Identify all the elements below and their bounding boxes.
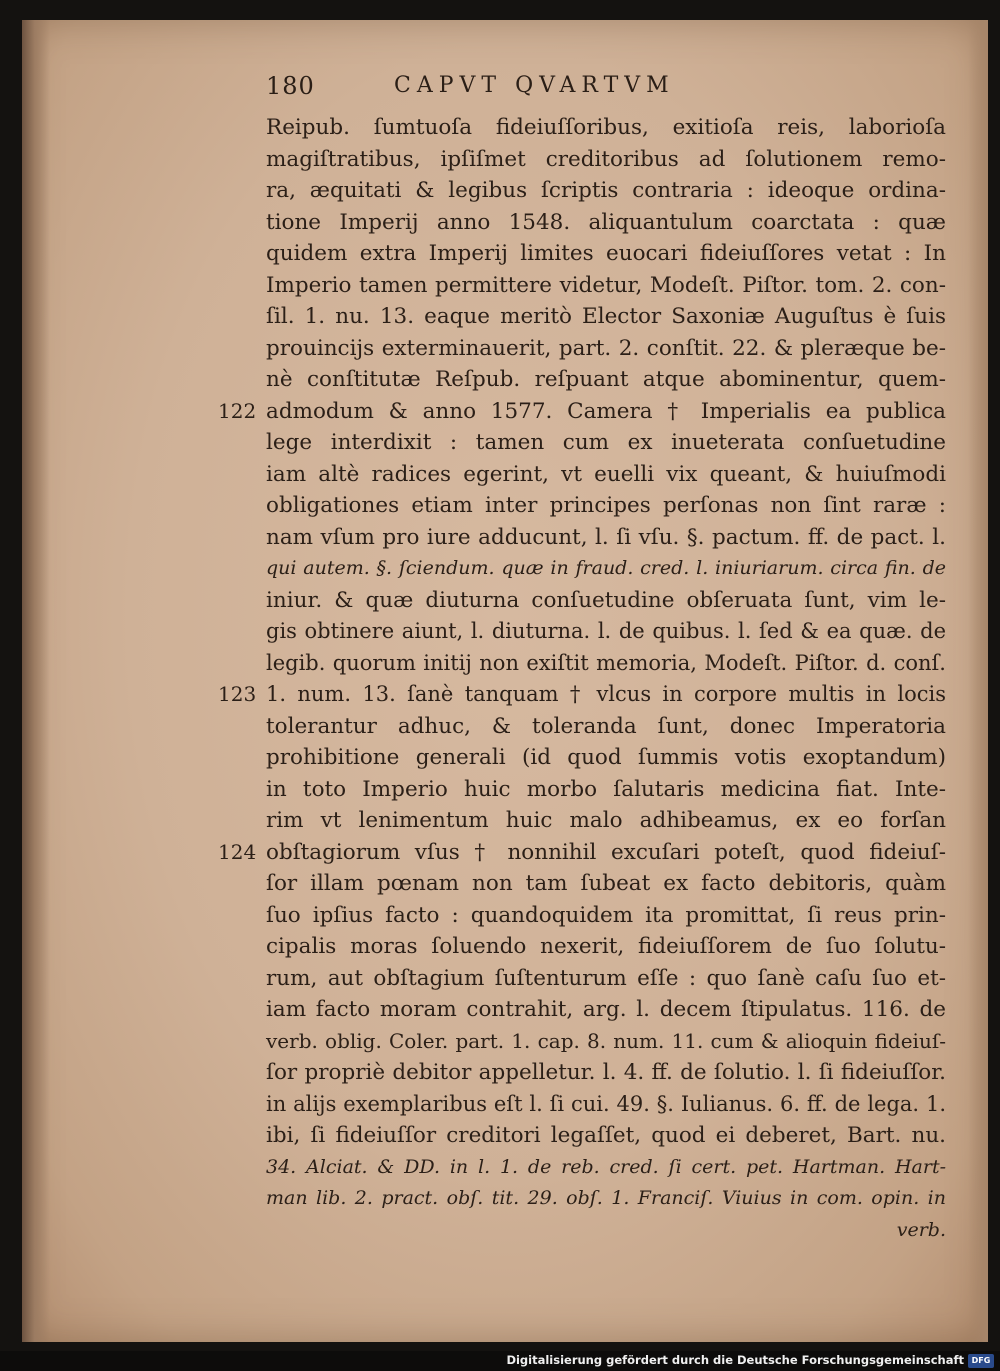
text-line: 34. Alciat. & DD. in l. 1. de reb. cred. ſi cert. pet. Hartman. Hart-	[266, 1155, 946, 1178]
text-line: ſor propriè debitor appelletur. l. 4. ff. de ſolutio. l. ſi fideiuſſor.	[266, 1060, 946, 1085]
text-line: 1. num. 13. ſanè tanquam † vlcus in corpore multis in locis	[266, 682, 946, 706]
footer-bar	[0, 1351, 1000, 1371]
text-line-with-margin-number	[218, 679, 946, 711]
text-line: iam facto moram contrahit, arg. l. decem ſtipulatus. 116. de	[266, 997, 946, 1022]
text-line: Reipub. ſumtuoſa fideiuſſoribus, exitioſa reis, laborioſa	[266, 115, 946, 140]
text-line: in toto Imperio huic morbo ſalutaris medicina fiat. Inte-	[266, 776, 946, 802]
text-line: cipalis moras ſoluendo nexerit, fideiuſſorem de ſuo ſolutu-	[266, 934, 946, 959]
funding-credit: Digitalisierung gefördert durch die Deutsche Forschungsgemeinschaft	[506, 1353, 964, 1367]
dfg-logo: DFG	[968, 1354, 994, 1368]
text-line: tione Imperij anno 1548. aliquantulum coarctata : quæ	[266, 209, 946, 235]
page-gutter-shadow	[22, 20, 50, 1342]
text-line: Imperio tamen permittere videtur, Modeſt. Piſtor. tom. 2. con-	[266, 272, 946, 298]
text-line: admodum & anno 1577. Camera † Imperialis ea publica	[266, 398, 946, 424]
text-line: tolerantur adhuc, & toleranda ſunt, donec Imperatoria	[266, 713, 946, 739]
margin-number: 123	[218, 682, 257, 706]
text-line: ſor illam pœnam non tam ſubeat ex facto debitoris, quàm	[266, 871, 946, 896]
text-line: legib. quorum initij non exiſtit memoria, Modeſt. Piſtor. d. conſ.	[266, 650, 946, 675]
text-line: ſuo ipſius facto : quandoquidem ita promittat, ſi reus prin-	[266, 902, 946, 928]
catchword: verb.	[896, 1218, 946, 1241]
margin-number: 122	[218, 398, 257, 423]
margin-number: 124	[218, 839, 257, 864]
text-line: prohibitione generali (id quod ſummis votis exoptandum)	[266, 745, 946, 770]
text-line: in alijs exemplaribus eſt l. ſi cui. 49. §. Iulianus. 6. ff. de lega. 1.	[266, 1091, 946, 1116]
text-line-with-margin-number	[218, 396, 946, 428]
text-line: ibi, ſi fideiuſſor creditori legaſſet, quod ei deberet, Bart. nu.	[266, 1123, 946, 1148]
text-line: man lib. 2. pract. obſ. tit. 29. obſ. 1. Franciſ. Viuius in com. opin. in	[266, 1187, 946, 1209]
text-line: iam altè radices egerint, vt euelli vix queant, & huiuſmodi	[266, 461, 946, 487]
body-text	[218, 112, 946, 1246]
text-line: nè conſtitutæ Reſpub. reſpuant atque abominentur, quem-	[266, 367, 946, 392]
text-line: rum, aut obſtagium ſuſtenturum eſſe : quo ſanè caſu ſuo et-	[266, 965, 946, 991]
running-head	[266, 72, 766, 106]
text-line: ſil. 1. nu. 13. eaque meritò Elector Saxoniæ Auguſtus è ſuis	[266, 304, 946, 329]
text-line: prouincijs exterminauerit, part. 2. conſtit. 22. & pleræque be-	[266, 335, 946, 361]
text-line: magiſtratibus, ipſiſmet creditoribus ad ſolutionem remo-	[266, 146, 946, 172]
text-line-with-margin-number	[218, 837, 946, 869]
text-line: ra, æquitati & legibus ſcriptis contraria : ideoque ordina-	[266, 178, 946, 203]
text-line: obſtagiorum vſus † nonnihil excuſari poteſt, quod fideiuſ-	[266, 839, 946, 865]
text-line: iniur. & quæ diuturna conſuetudine obſeruata ſunt, vim le-	[266, 587, 946, 613]
page-edge-shadow	[968, 20, 988, 1342]
text-line: quidem extra Imperij limites euocari fideiuſſores vetat : In	[266, 241, 946, 266]
text-line: nam vſum pro iure adducunt, l. ſi vſu. §. pactum. ff. de pact. l.	[266, 524, 946, 550]
page-number: 180	[266, 72, 315, 100]
text-line: qui autem. §. ſciendum. quæ in fraud. cred. l. iniuriarum. circa fin. de	[266, 557, 946, 579]
text-line: rim vt lenimentum huic malo adhibeamus, ex eo forſan	[266, 808, 946, 833]
text-line: gis obtinere aiunt, l. diuturna. l. de quibus. l. ſed & ea quæ. de	[266, 619, 946, 643]
text-line: lege interdixit : tamen cum ex inueterata conſuetudine	[266, 430, 946, 455]
chapter-title: CAPVT QVARTVM	[394, 73, 675, 98]
text-line: verb. oblig. Coler. part. 1. cap. 8. num. 11. cum & alioquin fideiuſ-	[266, 1028, 946, 1053]
text-line: obligationes etiam inter principes perſonas non ſint raræ :	[266, 493, 946, 518]
